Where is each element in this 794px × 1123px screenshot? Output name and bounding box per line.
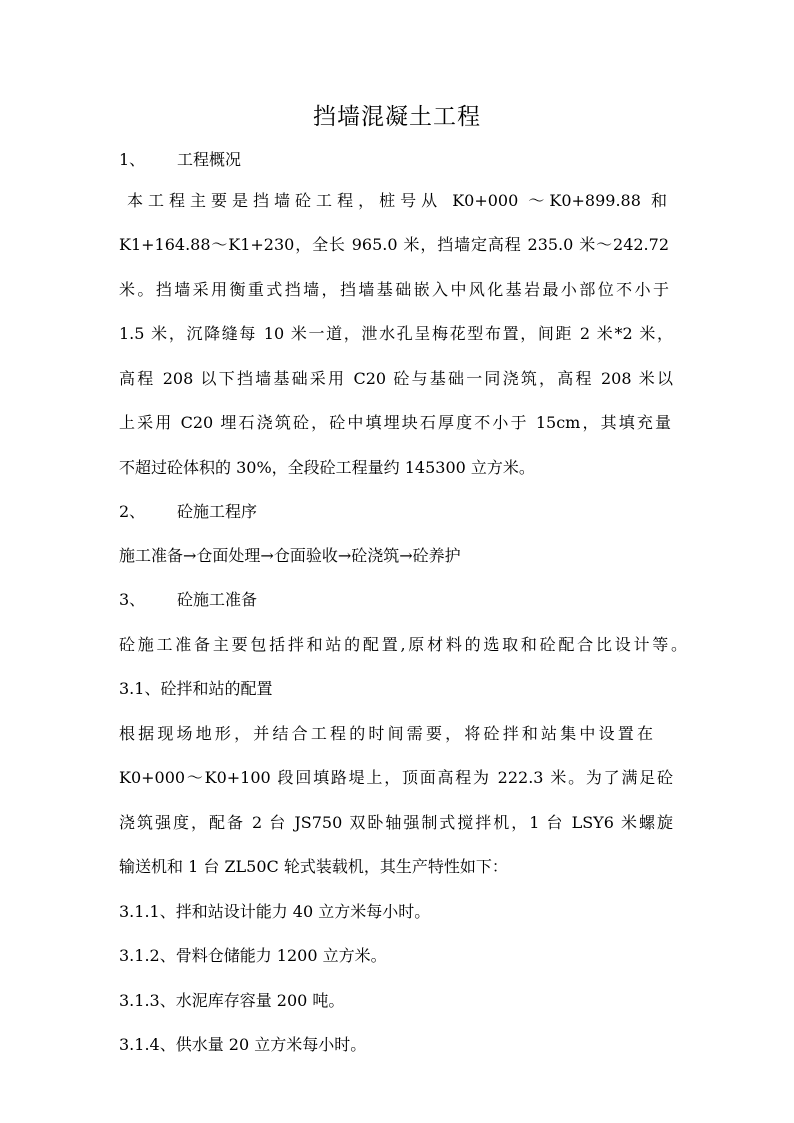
spec-item: 3.1.3、水泥库存容量 200 吨。: [119, 991, 345, 1010]
section-2-heading: [119, 501, 689, 523]
section-title: 砼施工准备: [177, 590, 258, 609]
spec-item: 3.1.1、拌和站设计能力 40 立方米每小时。: [119, 902, 431, 921]
paragraph-2-line: K0+000～K0+100 段回填路堤上，顶面高程为 222.3 米。为了满足砼: [119, 768, 673, 787]
section-number: 3、: [119, 590, 146, 609]
paragraph-1-line: 不超过砼体积的 30%，全段砼工程量约 145300 立方米。: [119, 458, 535, 477]
paragraph-1-line: 米。挡墙采用衡重式挡墙，挡墙基础嵌入中风化基岩最小部位不小于: [119, 280, 669, 299]
paragraph-1-line: 1.5 米，沉降缝每 10 米一道，泄水孔呈梅花型布置，间距 2 米*2 米，: [119, 324, 673, 343]
document-title: 挡墙混凝土工程: [313, 104, 481, 130]
section-1-heading: [119, 149, 689, 171]
spec-item: 3.1.4、供水量 20 立方米每小时。: [119, 1035, 367, 1054]
section-title: 砼施工程序: [177, 502, 258, 521]
paragraph-1-line: 上采用 C20 埋石浇筑砼，砼中填埋块石厚度不小于 15cm，其填充量: [119, 413, 671, 432]
paragraph-2-line: 输送机和 1 台 ZL50C 轮式装载机，其生产特性如下：: [119, 857, 508, 876]
section-number: 2、: [119, 502, 146, 521]
subsection-3-1-heading: 3.1、砼拌和站的配置: [119, 679, 273, 698]
prep-intro: 砼施工准备主要包括拌和站的配置,原材料的选取和砼配合比设计等。: [119, 635, 687, 654]
section-number: 1、: [119, 150, 146, 169]
paragraph-1-line: 本工程主要是挡墙砼工程，桩号从 K0+000 ～K0+899.88 和: [127, 191, 667, 210]
section-title: 工程概况: [177, 150, 242, 169]
spec-item: 3.1.2、骨料仓储能力 1200 立方米。: [119, 946, 387, 965]
paragraph-2-line: 浇筑强度，配备 2 台 JS750 双卧轴强制式搅拌机，1 台 LSY6 米螺旋: [119, 813, 673, 832]
procedure-flow: 施工准备→仓面处理→仓面验收→砼浇筑→砼养护: [119, 546, 461, 565]
paragraph-2-line: 根据现场地形，并结合工程的时间需要，将砼拌和站集中设置在: [119, 724, 653, 743]
paragraph-1-line: K1+164.88～K1+230，全长 965.0 米，挡墙定高程 235.0 米～242.72: [119, 235, 669, 254]
paragraph-1-line: 高程 208 以下挡墙基础采用 C20 砼与基础一同浇筑，高程 208 米以: [119, 369, 673, 388]
section-3-heading: [119, 589, 689, 611]
